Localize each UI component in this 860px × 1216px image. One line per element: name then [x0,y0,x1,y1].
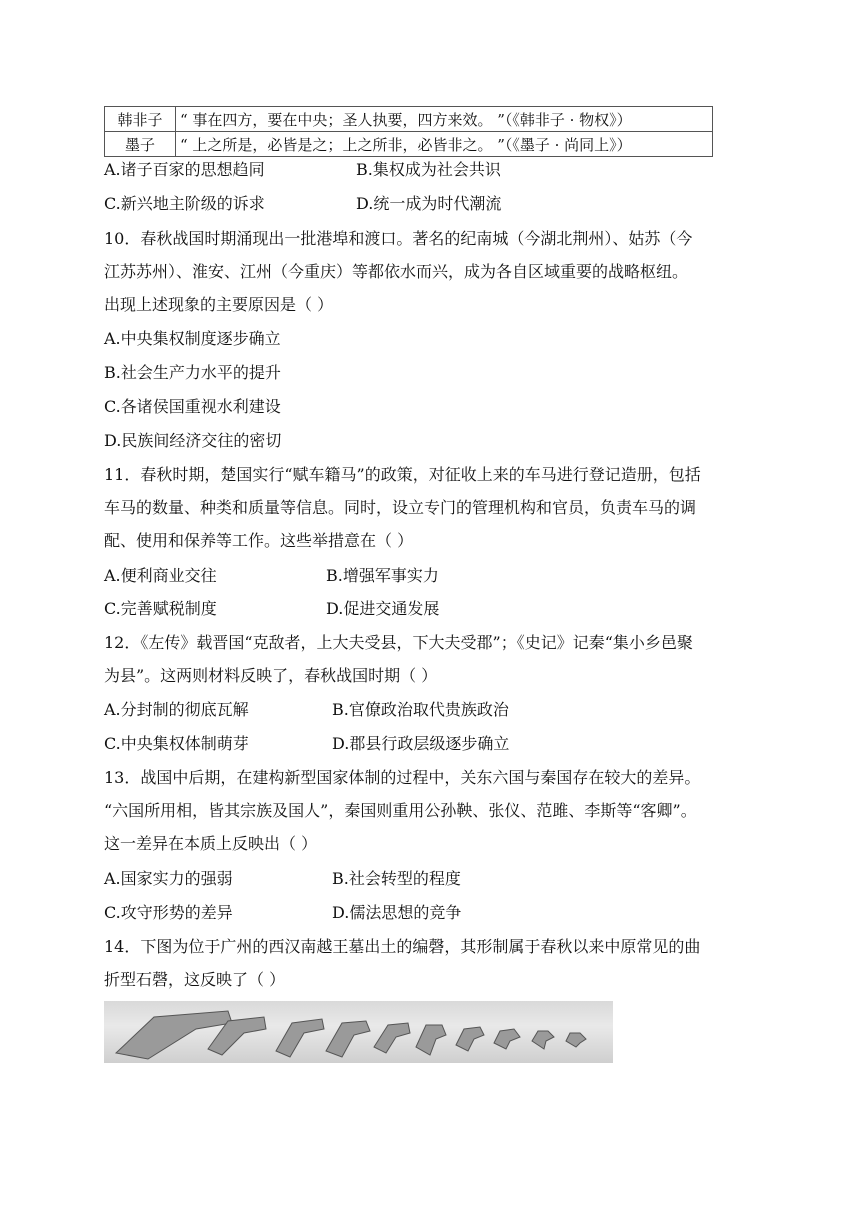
chime-stone [326,1021,370,1057]
q13-stem-line: 13．战国中后期，在建构新型国家体制的过程中，关东六国与秦国存在较大的差异。 [104,768,701,787]
q10-option-c: C.各诸侯国重视水利建设 [104,397,281,416]
chime-stone [276,1019,324,1057]
q11-stem-line: 配、使用和保养等工作。这些举措意在（ ） [104,531,414,550]
q13-option-d: D.儒法思想的竞争 [332,903,462,922]
quote-table [104,106,713,157]
q10-stem-line: 10．春秋战国时期涌现出一批港埠和渡口。著名的纪南城（今湖北荆州）、姑苏（今 [104,229,693,248]
q9-option-a: A.诸子百家的思想趋同 [104,160,265,179]
q12-option-b: B.官僚政治取代贵族政治 [332,700,509,719]
q11-option-d: D.促进交通发展 [326,599,440,618]
chime-stone [456,1027,484,1051]
stone-chime-photo [104,1001,613,1063]
q14-stem-line: 14．下图为位于广州的西汉南越王墓出土的编磬，其形制属于春秋以来中原常见的曲 [104,937,701,956]
chime-stone [374,1023,410,1053]
q10-option-d: D.民族间经济交往的密切 [104,431,282,450]
q9-option-d: D.统一成为时代潮流 [356,194,502,213]
table-cell-name: 墨子 [105,132,176,157]
q12-option-d: D.郡县行政层级逐步确立 [332,734,510,753]
q11-option-a: A.便利商业交往 [104,566,217,585]
q13-option-a: A.国家实力的强弱 [104,869,233,888]
q11-stem-line: 车马的数量、种类和质量等信息。同时，设立专门的管理机构和官员，负责车马的调 [104,498,697,517]
q9-option-c: C.新兴地主阶级的诉求 [104,194,265,213]
chime-stone [494,1029,520,1049]
q10-stem-line: 江苏苏州）、淮安、江州（今重庆）等都依水而兴，成为各自区域重要的战略枢纽。 [104,262,689,281]
table-row [105,107,713,132]
q12-stem-line: 12．《左传》载晋国“克敌者，上大夫受县，下大夫受郡”；《史记》记秦“集小乡邑聚 [104,633,693,652]
table-row [105,132,713,157]
q12-option-a: A.分封制的彻底瓦解 [104,700,249,719]
table-cell-quote: “ 上之所是，必皆是之；上之所非，必皆非之。 ”（《墨子 · 尚同上》） [176,132,713,157]
table-cell-name: 韩非子 [105,107,176,132]
q10-option-a: A.中央集权制度逐步确立 [104,329,281,348]
q12-option-c: C.中央集权体制萌芽 [104,734,249,753]
q13-option-c: C.攻守形势的差异 [104,903,233,922]
chime-stones-illustration [104,1001,613,1063]
q10-option-b: B.社会生产力水平的提升 [104,363,281,382]
q10-stem-line: 出现上述现象的主要原因是（ ） [104,295,334,314]
table-cell-quote: “ 事在四方，要在中央；圣人执要，四方来效。 ”（《韩非子 · 物权》） [176,107,713,132]
q9-option-b: B.集权成为社会共识 [356,160,501,179]
q13-stem-line: 这一差异在本质上反映出（ ） [104,834,318,853]
q11-stem-line: 11．春秋时期，楚国实行“赋车籍马”的政策，对征收上来的车马进行登记造册，包括 [104,465,701,484]
chime-stone [532,1031,554,1049]
q12-stem-line: 为县”。这两则材料反映了，春秋战国时期（ ） [104,666,438,685]
q11-option-c: C.完善赋税制度 [104,599,217,618]
chime-stone [416,1025,446,1055]
q13-stem-line: “六国所用相，皆其宗族及国人”，秦国则重用公孙鞅、张仪、范雎、李斯等“客卿”。 [104,801,697,820]
q14-stem-line: 折型石磬，这反映了（ ） [104,970,286,989]
q11-option-b: B.增强军事实力 [326,566,439,585]
q13-option-b: B.社会转型的程度 [332,869,461,888]
chime-stone [566,1033,586,1047]
